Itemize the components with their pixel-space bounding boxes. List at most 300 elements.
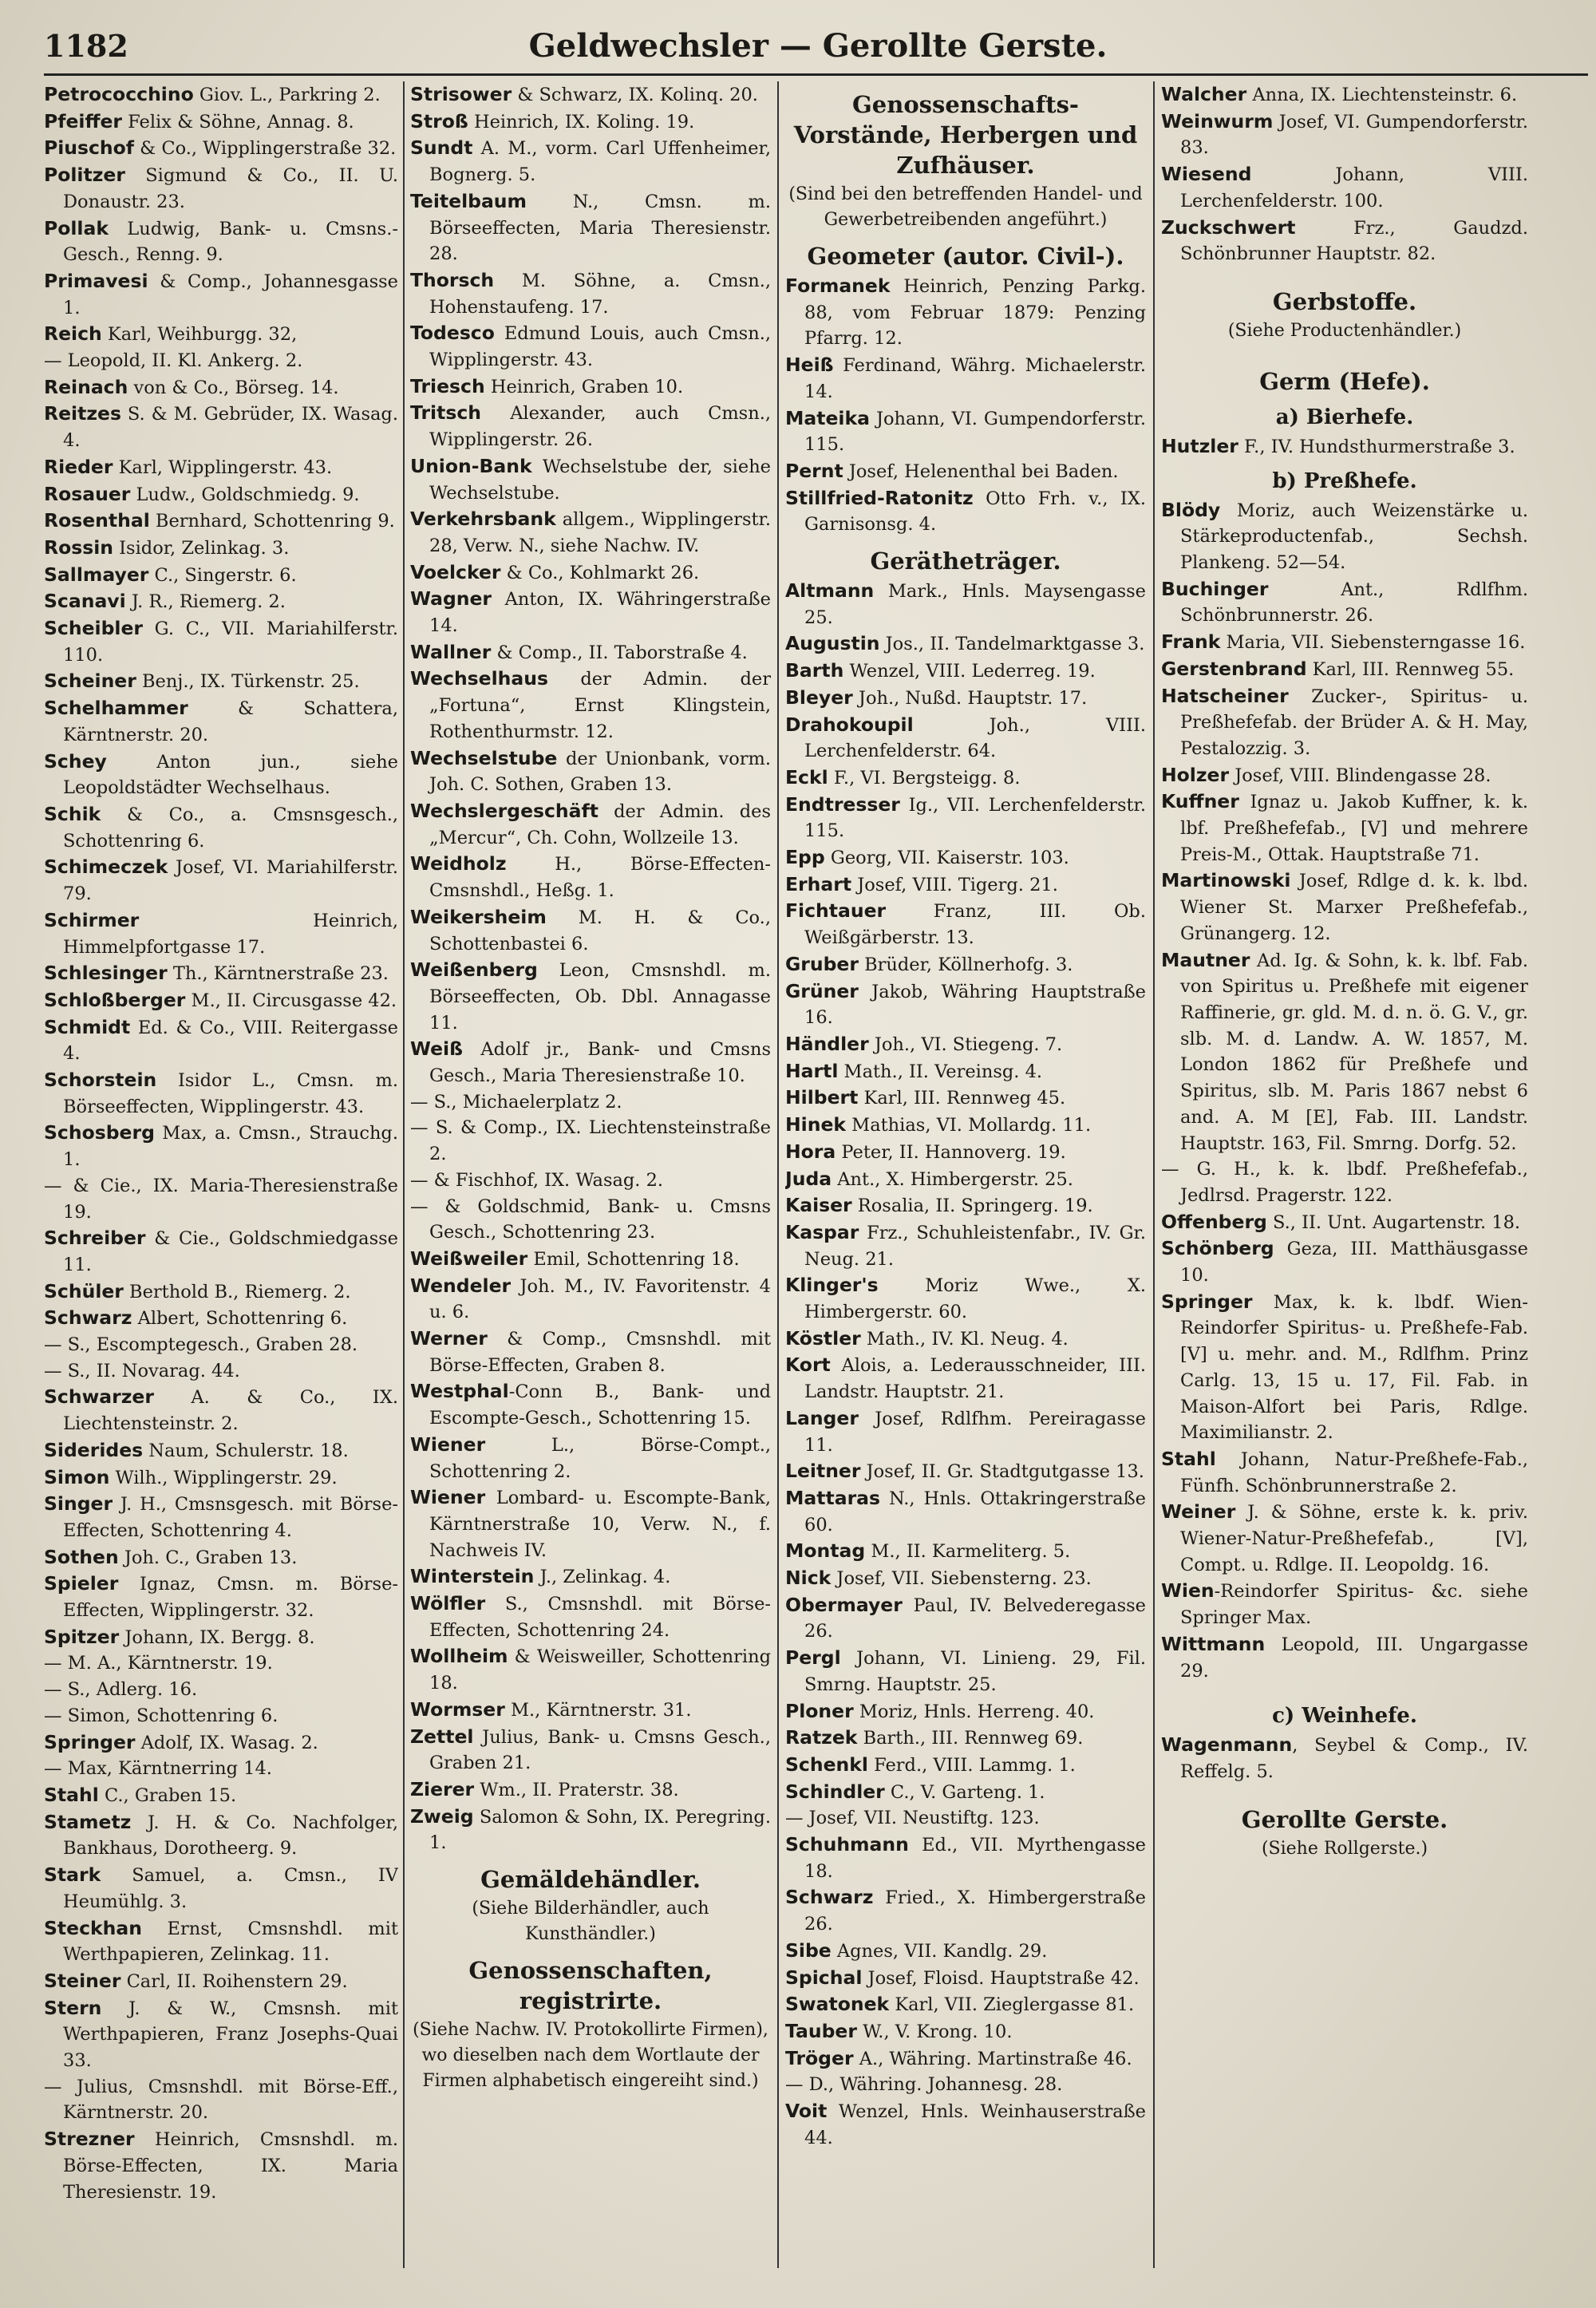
directory-entry xyxy=(1161,1156,1528,1208)
entry-details: Mark., Hnls. Maysengasse 25. xyxy=(804,581,1146,628)
entry-details: Karl, VII. Zieglergasse 81. xyxy=(889,1994,1135,2016)
cross-reference-note: (Siehe Productenhändler.) xyxy=(1227,320,1462,341)
directory-entry xyxy=(1161,215,1528,267)
directory-entry xyxy=(1161,1289,1528,1446)
entry-name: Zierer xyxy=(410,1778,475,1800)
directory-entry xyxy=(785,1805,1146,1832)
entry-details: von & Co., Börseg. 14. xyxy=(128,377,339,398)
entry-name: Pernt xyxy=(785,459,843,482)
directory-entry xyxy=(410,639,771,666)
entry-details: J. H., Cmsnsgesch. mit Börse-Effecten, Schottenring 4. xyxy=(63,1494,398,1541)
entry-details: Edmund Louis, auch Cmsn., Wipplingerstr. 43. xyxy=(429,323,771,371)
directory-entry xyxy=(785,1458,1146,1485)
directory-entry xyxy=(1161,683,1528,762)
entry-name: Walcher xyxy=(1161,83,1247,105)
entry-details: Ed., VII. Myrthengasse 18. xyxy=(804,1835,1146,1882)
column-divider xyxy=(1153,81,1155,2268)
entry-details: Josef, VII. Siebensterng. 23. xyxy=(831,1568,1092,1590)
directory-entry xyxy=(785,1884,1146,1937)
directory-entry xyxy=(785,1592,1146,1645)
entry-details: — M. A., Kärntnerstr. 19. xyxy=(44,1653,273,1674)
entry-name: Rosauer xyxy=(44,482,131,505)
entry-details: N., Cmsn. m. Börseeffecten, Maria Theresienstr. 28. xyxy=(429,191,771,265)
entry-name: Hutzler xyxy=(1161,434,1238,457)
entry-details: -Reindorfer Spiritus- &c. siehe Springer Max. xyxy=(1180,1581,1528,1629)
entry-details: Josef, Helenenthal bei Baden. xyxy=(843,460,1119,482)
entry-details: & Cie., Goldschmiedgasse 11. xyxy=(63,1228,398,1275)
entry-details: Lombard- u. Escompte-Bank, Kärntnerstraße 10, Verw. N., f. Nachweis IV. xyxy=(429,1488,771,1561)
directory-entry xyxy=(785,1085,1146,1112)
entry-details: M. Söhne, a. Cmsn., Hohenstaufeng. 17. xyxy=(429,270,771,318)
directory-entry xyxy=(44,1544,398,1571)
directory-entry xyxy=(44,1305,398,1332)
directory-entry xyxy=(44,1677,398,1703)
entry-name: Schüler xyxy=(44,1279,124,1302)
entry-name: Frank xyxy=(1161,630,1221,654)
directory-entry xyxy=(44,1278,398,1306)
entry-details: Isidor, Zelinkag. 3. xyxy=(113,537,290,559)
directory-entry xyxy=(44,162,398,215)
entry-details: Agnes, VII. Kandlg. 29. xyxy=(831,1940,1048,1962)
entry-details: Frz., Schuhleistenfabr., IV. Gr. Neug. 21. xyxy=(804,1222,1146,1270)
entry-details: J. & W., Cmsnsh. mit Werthpapieren, Franz Josephs-Quai 33. xyxy=(63,1998,398,2072)
directory-entry xyxy=(1161,788,1528,867)
entry-name: Schwarzer xyxy=(44,1385,154,1409)
directory-entry xyxy=(44,2126,398,2205)
entry-name: Schorstein xyxy=(44,1069,157,1092)
entry-details: Moriz, auch Weizenstärke u. Stärkeproductenfab., Sechsh. Plankeng. 52—54. xyxy=(1180,500,1528,574)
directory-entry xyxy=(785,1991,1146,2018)
entry-details: Otto Frh. v., IX. Garnisonsg. 4. xyxy=(804,488,1146,536)
directory-entry xyxy=(410,1697,771,1724)
entry-details: Johann, VI. Linieng. 29, Fil. Smrng. Hauptstr. 25. xyxy=(804,1648,1146,1695)
entry-name: Schindler xyxy=(785,1780,885,1803)
directory-entry xyxy=(1161,867,1528,947)
entry-name: Wechselstube xyxy=(410,746,558,769)
directory-entry xyxy=(410,1804,771,1856)
entry-details: Jakob, Währing Hauptstraße 16. xyxy=(804,981,1146,1029)
entry-name: Teitelbaum xyxy=(410,189,527,212)
directory-entry xyxy=(44,109,398,136)
entry-details: J. H. & Co. Nachfolger, Bankhaus, Dorotheerg. 9. xyxy=(63,1812,398,1859)
directory-entry xyxy=(785,405,1146,458)
entry-name: Eckl xyxy=(785,765,828,788)
directory-entry xyxy=(44,1756,398,1782)
entry-name: Weißenberg xyxy=(410,958,538,982)
entry-details: Felix & Söhne, Annag. 8. xyxy=(122,111,354,132)
entry-details: G. C., VII. Mariahilferstr. 110. xyxy=(63,618,398,666)
entry-name: Voelcker xyxy=(410,560,501,583)
entry-details: & Weisweiller, Schottenring 18. xyxy=(429,1646,771,1694)
entry-name: Hatscheiner xyxy=(1161,684,1289,707)
directory-entry xyxy=(785,485,1146,538)
entry-name: Pfeiffer xyxy=(44,109,123,132)
directory-entry xyxy=(410,373,771,401)
entry-details: der Admin. der „Fortuna“, Ernst Klingstein, Rothenthurmstr. 12. xyxy=(429,669,771,742)
directory-entry xyxy=(1161,1732,1528,1784)
entry-name: Werner xyxy=(410,1327,488,1350)
cross-reference-note: (Siehe Rollgerste.) xyxy=(1261,1838,1428,1859)
section-gap xyxy=(1161,267,1528,279)
directory-entry xyxy=(410,798,771,851)
directory-entry xyxy=(44,1650,398,1677)
entry-details: A., Währing. Martinstraße 46. xyxy=(853,2048,1132,2069)
directory-entry xyxy=(44,535,398,562)
entry-name: Stahl xyxy=(44,1784,99,1806)
entry-name: Martinowski xyxy=(1161,869,1291,892)
directory-entry xyxy=(44,1571,398,1623)
directory-entry xyxy=(785,1752,1146,1779)
directory-entry xyxy=(410,1563,771,1591)
entry-details: Max, a. Cmsn., Strauchg. 1. xyxy=(63,1123,398,1171)
directory-entry xyxy=(44,215,398,268)
section-subheading: a) Bierhefe. xyxy=(1275,405,1414,429)
section-heading: Geometer (autor. Civil-). xyxy=(807,243,1124,270)
entry-name: Todesco xyxy=(410,322,495,345)
entry-name: Stillfried-Ratonitz xyxy=(785,486,974,509)
entry-details: Johann, VIII. Lerchenfelderstr. 100. xyxy=(1180,164,1528,211)
entry-name: Triesch xyxy=(410,374,485,397)
entry-details: Johann, VI. Gumpendorferstr. 115. xyxy=(804,408,1146,456)
directory-entry xyxy=(410,559,771,587)
entry-details: Zucker-, Spiritus- u. Preßhefefab. der Brüder A. & H. May, Pestalozzig. 3. xyxy=(1180,686,1528,759)
directory-entry xyxy=(785,1938,1146,1965)
directory-entry xyxy=(785,1405,1146,1458)
directory-entry xyxy=(785,871,1146,899)
section-heading: Germ (Hefe). xyxy=(1259,367,1430,395)
entry-name: Schenkl xyxy=(785,1753,868,1776)
entry-name: Grüner xyxy=(785,979,859,1002)
directory-entry xyxy=(785,765,1146,792)
directory-entry xyxy=(785,844,1146,871)
directory-entry xyxy=(785,1112,1146,1139)
entry-name: Reitzes xyxy=(44,402,121,425)
entry-details: A. & Co., IX. Liechtensteinstr. 2. xyxy=(63,1387,398,1435)
entry-name: Bleyer xyxy=(785,686,853,709)
section-heading: Gerätheträger. xyxy=(870,547,1061,575)
directory-entry xyxy=(785,1538,1146,1565)
directory-entry xyxy=(785,1166,1146,1193)
directory-entry xyxy=(785,1058,1146,1085)
entry-details: Maria, VII. Siebensterngasse 16. xyxy=(1220,632,1526,654)
entry-details: Joh. C., Graben 13. xyxy=(118,1547,298,1568)
entry-name: Blödy xyxy=(1161,498,1221,521)
entry-details: Joh., VI. Stiegeng. 7. xyxy=(868,1033,1063,1055)
entry-details: — S. & Comp., IX. Liechtensteinstraße 2. xyxy=(410,1117,771,1165)
entry-details: Karl, III. Rennweg 55. xyxy=(1306,658,1515,680)
column-2 xyxy=(410,81,771,2300)
directory-entry xyxy=(410,81,771,109)
entry-name: Politzer xyxy=(44,164,125,187)
entry-name: Sallmayer xyxy=(44,563,149,586)
entry-name: Wendeler xyxy=(410,1274,512,1297)
entry-details: Wenzel, Hnls. Weinhauserstraße 44. xyxy=(804,2101,1146,2148)
directory-entry xyxy=(785,2098,1146,2151)
entry-details: Ant., X. Himbergerstr. 25. xyxy=(832,1168,1073,1190)
entry-details: Heinrich, Cmsnshdl. m. Börse-Effecten, IX. Maria Theresienstr. 19. xyxy=(63,2129,398,2203)
directory-entry xyxy=(1161,1209,1528,1236)
entry-name: Rieder xyxy=(44,455,113,478)
directory-entry xyxy=(785,898,1146,950)
entry-name: Hartl xyxy=(785,1059,839,1082)
entry-name: Ratzek xyxy=(785,1726,858,1749)
entry-name: Pergl xyxy=(785,1646,841,1670)
section-heading: Gemäldehändler. xyxy=(480,1866,701,1894)
entry-details: Julius, Bank- u. Cmsns Gesch., Graben 21. xyxy=(429,1726,771,1774)
entry-name: Mautner xyxy=(1161,948,1250,971)
entry-details: Adolf jr., Bank- und Cmsns Gesch., Maria Theresienstraße 10. xyxy=(429,1039,771,1087)
entry-details: Joh., Nußd. Hauptstr. 17. xyxy=(852,687,1088,709)
entry-details: Moriz, Hnls. Herreng. 40. xyxy=(853,1701,1095,1722)
entry-details: Th., Kärntnerstraße 23. xyxy=(167,963,389,985)
entry-name: Voit xyxy=(785,2100,828,2123)
entry-details: Josef, VIII. Tigerg. 21. xyxy=(851,874,1058,895)
entry-details: Rosalia, II. Springerg. 19. xyxy=(851,1195,1093,1217)
entry-details: C., V. Garteng. 1. xyxy=(884,1781,1045,1803)
directory-entry xyxy=(785,1645,1146,1697)
entry-name: Mateika xyxy=(785,406,870,429)
entry-name: Wien xyxy=(1161,1579,1215,1603)
entry-name: Sibe xyxy=(785,1938,832,1962)
entry-name: Piuschof xyxy=(44,136,135,160)
page-number: 1182 xyxy=(44,28,128,64)
entry-details: Math., II. Vereinsg. 4. xyxy=(838,1061,1043,1082)
entry-name: Tritsch xyxy=(410,401,481,425)
entry-details: Ignaz u. Jakob Kuffner, k. k. lbf. Preßhefefab., [V] und mehrere Preis-M., Ottak. Hauptstraße 71. xyxy=(1180,792,1528,865)
entry-name: Stern xyxy=(44,1996,102,2019)
entry-details: Paul, IV. Belvederegasse 26. xyxy=(804,1595,1146,1642)
entry-name: Kaspar xyxy=(785,1220,859,1243)
section-gap xyxy=(1161,1684,1528,1695)
directory-entry xyxy=(785,1352,1146,1405)
entry-details: A. M., vorm. Carl Uffenheimer, Bognerg. 5. xyxy=(429,138,771,186)
directory-entry xyxy=(44,960,398,987)
entry-name: Weikersheim xyxy=(410,905,547,928)
entry-name: Nick xyxy=(785,1567,832,1590)
entry-details: Josef, Rdlfhm. Pereiragasse 11. xyxy=(804,1408,1146,1456)
entry-name: Schuhmann xyxy=(785,1833,909,1856)
section-subheading: b) Preßhefe. xyxy=(1272,468,1417,493)
entry-details: Ignaz, Cmsn. m. Börse-Effecten, Wipplingerstr. 32. xyxy=(63,1574,398,1622)
directory-entry xyxy=(410,188,771,267)
entry-name: Pollak xyxy=(44,216,109,239)
entry-details: — & Fischhof, IX. Wasag. 2. xyxy=(410,1169,664,1191)
entry-name: Zettel xyxy=(410,1725,474,1748)
entry-name: Hinek xyxy=(785,1113,847,1136)
entry-details: — D., Währing. Johannesg. 28. xyxy=(785,2074,1063,2096)
entry-details: Ant., Rdlfhm. Schönbrunnerstr. 26. xyxy=(1180,579,1528,626)
entry-name: Buchinger xyxy=(1161,577,1269,600)
entry-name: Weiner xyxy=(1161,1500,1236,1524)
directory-entry xyxy=(410,453,771,506)
entry-details: Ferdinand, Währg. Michaelerstr. 14. xyxy=(804,355,1146,402)
entry-details: S. & M. Gebrüder, IX. Wasag. 4. xyxy=(63,404,398,452)
entry-name: Rossin xyxy=(44,536,114,559)
entry-details: — & Goldschmid, Bank- u. Cmsns Gesch., Schottenring 23. xyxy=(410,1195,771,1243)
entry-name: Gruber xyxy=(785,952,859,975)
section-gap xyxy=(1161,1785,1528,1796)
directory-entry xyxy=(785,2045,1146,2073)
directory-entry xyxy=(44,454,398,481)
entry-details: Mathias, VI. Mollardg. 11. xyxy=(846,1115,1092,1136)
entry-name: Schwarz xyxy=(44,1306,132,1330)
entry-name: Spieler xyxy=(44,1572,119,1595)
entry-name: Stametz xyxy=(44,1810,132,1833)
directory-entry xyxy=(44,81,398,109)
entry-name: Sundt xyxy=(410,136,473,160)
entry-name: Ploner xyxy=(785,1699,854,1722)
entry-details: J. R., Riemerg. 2. xyxy=(125,591,286,613)
directory-entry xyxy=(785,658,1146,685)
entry-details: Heinrich, Himmelpfortgasse 17. xyxy=(63,910,398,958)
entry-name: Fichtauer xyxy=(785,899,887,923)
directory-entry xyxy=(44,481,398,508)
entry-details: J. & Söhne, erste k. k. priv. Wiener-Natur-Preßhefefab., [V], Compt. u. Rdlge. II. Leopoldg. 16. xyxy=(1180,1502,1528,1575)
directory-entry xyxy=(410,267,771,320)
section-heading: Gerbstoffe. xyxy=(1272,287,1417,315)
directory-entry xyxy=(785,1031,1146,1058)
entry-name: Stroß xyxy=(410,109,468,132)
entry-name: Rosenthal xyxy=(44,509,150,532)
entry-name: Kuffner xyxy=(1161,790,1239,813)
entry-name: Union-Bank xyxy=(410,454,532,477)
entry-details: Adolf, IX. Wasag. 2. xyxy=(135,1732,318,1753)
directory-entry xyxy=(44,615,398,668)
entry-name: Springer xyxy=(1161,1290,1253,1313)
entry-name: Wollheim xyxy=(410,1645,508,1668)
entry-name: Altmann xyxy=(785,579,875,603)
running-title: Geldwechsler — Gerollte Gerste. xyxy=(528,27,1108,65)
directory-entry xyxy=(785,2072,1146,2098)
entry-name: Augustin xyxy=(785,632,880,655)
entry-details: Georg, VII. Kaiserstr. 103. xyxy=(824,848,1069,869)
entry-name: Petrococchino xyxy=(44,83,194,105)
directory-entry xyxy=(44,1703,398,1729)
entry-details: — Josef, VII. Neustiftg. 123. xyxy=(785,1808,1040,1829)
entry-name: Wiener xyxy=(410,1486,486,1509)
entry-name: Obermayer xyxy=(785,1593,903,1616)
entry-details: Franz, III. Ob. Weißgärberstr. 13. xyxy=(804,901,1146,949)
entry-details: Wilh., Wipplingerstr. 29. xyxy=(109,1467,338,1488)
entry-details: Ed. & Co., VIII. Reitergasse 4. xyxy=(63,1017,398,1065)
directory-entry xyxy=(44,1014,398,1067)
entry-details: S., Cmsnshdl. mit Börse-Effecten, Schottenring 24. xyxy=(429,1594,771,1641)
entry-name: Endtresser xyxy=(785,792,900,816)
directory-entry xyxy=(410,1194,771,1246)
entry-name: Schloßberger xyxy=(44,988,186,1011)
directory-entry xyxy=(44,907,398,960)
entry-name: Verkehrsbank xyxy=(410,508,556,531)
directory-entry xyxy=(785,951,1146,978)
entry-details: Brüder, Köllnerhofg. 3. xyxy=(858,954,1073,975)
column-1 xyxy=(44,81,398,2300)
entry-details: N., Hnls. Ottakringerstraße 60. xyxy=(804,1488,1146,1535)
entry-name: Spitzer xyxy=(44,1625,120,1648)
entry-name: Scheiner xyxy=(44,670,136,693)
directory-entry xyxy=(785,273,1146,352)
entry-details: & Co., Kohlmarkt 26. xyxy=(500,562,700,583)
entry-details: & Co., Wipplingerstraße 32. xyxy=(134,138,397,160)
entry-name: Wormser xyxy=(410,1697,505,1721)
directory-entry xyxy=(1161,656,1528,683)
directory-entry xyxy=(410,904,771,957)
entry-name: Erhart xyxy=(785,872,852,895)
directory-entry xyxy=(44,321,398,348)
directory-entry xyxy=(44,668,398,695)
entry-details: Isidor L., Cmsn. m. Börseeffecten, Wipplingerstr. 43. xyxy=(63,1070,398,1117)
entry-details: — Leopold, II. Kl. Ankerg. 2. xyxy=(44,350,303,372)
entry-name: Schelhammer xyxy=(44,697,188,720)
entry-name: Mattaras xyxy=(785,1486,881,1509)
entry-details: Heinrich, Graben 10. xyxy=(484,376,684,397)
directory-entry xyxy=(410,506,771,559)
entry-details: Josef, VI. Mariahilferstr. 79. xyxy=(63,857,398,905)
entry-details: Barth., III. Rennweg 69. xyxy=(857,1728,1084,1749)
directory-entry xyxy=(785,630,1146,658)
entry-name: Wechselhaus xyxy=(410,667,548,690)
entry-name: Schimeczek xyxy=(44,856,168,879)
entry-name: Barth xyxy=(785,659,844,682)
entry-name: Holzer xyxy=(1161,763,1230,786)
directory-entry xyxy=(410,1273,771,1326)
directory-entry xyxy=(410,1378,771,1431)
entry-name: Wagenmann xyxy=(1161,1733,1293,1757)
entry-name: Schmidt xyxy=(44,1015,131,1038)
entry-name: Siderides xyxy=(44,1438,144,1461)
entry-details: Ferd., VIII. Lammg. 1. xyxy=(867,1754,1076,1776)
entry-name: Wiesend xyxy=(1161,163,1252,186)
entry-name: Weiß xyxy=(410,1037,463,1061)
directory-entry xyxy=(410,1036,771,1089)
entry-name: Montag xyxy=(785,1539,866,1563)
directory-entry xyxy=(44,1225,398,1278)
entry-details: Josef, Rdlge d. k. k. lbd. Wiener St. Marxer Preßhefefab., Grünangerg. 12. xyxy=(1180,871,1528,944)
entry-details: Wenzel, VIII. Lederreg. 19. xyxy=(843,661,1096,682)
directory-entry xyxy=(785,1192,1146,1219)
entry-name: Springer xyxy=(44,1730,136,1753)
directory-entry xyxy=(1161,1499,1528,1578)
directory-entry xyxy=(785,1779,1146,1806)
entry-name: Westphal xyxy=(410,1380,509,1403)
entry-details: Sigmund & Co., II. U. Donaustr. 23. xyxy=(63,165,398,212)
entry-details: Ernst, Cmsnshdl. mit Werthpapieren, Zelinkag. 11. xyxy=(63,1918,398,1966)
directory-entry xyxy=(410,745,771,798)
entry-details: & Schattera, Kärntnerstr. 20. xyxy=(63,698,398,745)
entry-details: Heinrich, IX. Koling. 19. xyxy=(468,111,695,132)
entry-name: Kort xyxy=(785,1354,831,1377)
directory-entry xyxy=(785,458,1146,485)
entry-details: Ig., VII. Lerchenfelderstr. 115. xyxy=(804,794,1146,842)
entry-details: W., V. Krong. 10. xyxy=(856,2021,1013,2042)
entry-details: Josef, II. Gr. Stadtgutgasse 13. xyxy=(860,1461,1144,1483)
entry-details: Max, k. k. lbdf. Wien-Reindorfer Spiritus- u. Preßhefe-Fab. [V] u. mehr. and. M., Rdlfhm. Prinz Carlg. 13, 15 u. 17, Fil. Fab. in Maison-Alfort bei Paris, Rdlge. Maximilianstr. 2. xyxy=(1180,1291,1528,1444)
entry-name: Steckhan xyxy=(44,1916,142,1939)
entry-name: Weidholz xyxy=(410,852,507,875)
entry-details: — G. H., k. k. lbdf. Preßhefefab., Jedlrsd. Pragerstr. 122. xyxy=(1161,1159,1528,1206)
entry-details: Ad. Ig. & Sohn, k. k. lbf. Fab. von Spiritus u. Preßhefe mit eigener Raffinerie, gr. gld. M. d. n. ö. G. V., gr. slb. M. d. Landw. A. W. 1857, M. London 1862 für Preßhefe und Spiritus, slb. M. Paris 1867 nebst 6 and. A. M [E], Fab. III. Landstr. Hauptstr. 163, Fil. Smrng. Dorfg. 52. xyxy=(1180,950,1528,1154)
directory-entry xyxy=(785,1965,1146,1992)
entry-name: Schlesinger xyxy=(44,962,168,985)
directory-entry xyxy=(44,1995,398,2074)
directory-entry xyxy=(410,1168,771,1194)
column-divider xyxy=(403,81,405,2268)
cross-reference-note: (Sind bei den betreffenden Handel- und Gewerbetreibenden angeführt.) xyxy=(788,184,1143,230)
entry-details: Heinrich, Penzing Parkg. 88, vom Februar 1879: Penzing Pfarrg. 12. xyxy=(804,276,1146,350)
directory-entry xyxy=(44,1968,398,1995)
directory-entry xyxy=(44,801,398,854)
entry-details: Carl, II. Roihenstern 29. xyxy=(120,1970,348,1992)
entry-details: Fried., X. Himbergerstraße 26. xyxy=(804,1887,1146,1935)
